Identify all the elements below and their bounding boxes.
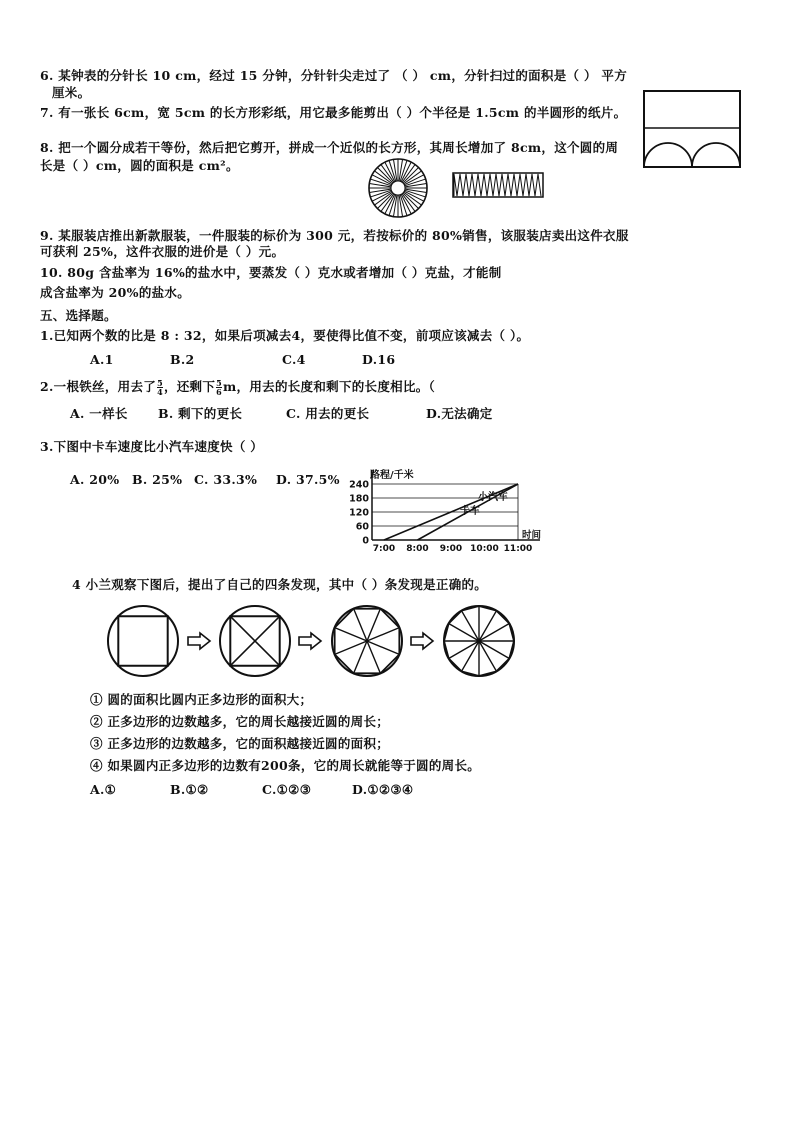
q9-line2: 可获利 25%，这件衣服的进价是（ ）元。 [40,244,285,259]
c2-option-c[interactable]: C. 用去的更长 [286,406,370,421]
c2-options [70,404,493,422]
c4-option-c[interactable]: C.①②③ [262,782,312,797]
arrow-right-icon-2 [299,633,321,649]
c4-statement-3: ③ 正多边形的边数越多，它的面积越接近圆的面积； [90,736,390,751]
chart-y-tick-240: 240 [349,479,369,491]
chart-y-tick-60: 60 [355,521,369,533]
c1-stem: 1.已知两个数的比是 8 : 32，如果后项减去4，要使得比值不变，前项应该减去（ ）。 [40,328,530,343]
c4-option-b[interactable]: B.①② [170,782,209,797]
q7-rectangle-figure [643,90,741,168]
q8-circle-figure [367,157,429,219]
c3-option-d[interactable]: D. 37.5% [276,472,340,487]
c2-stem-c: m，用去的长度和剩下的长度相比。（ [223,379,436,394]
c2-option-d[interactable]: D.无法确定 [426,406,493,421]
c2-fraction-1: $\frac{5}{4}$ [157,378,163,397]
c3-stem: 3.下图中卡车速度比小汽车速度快（ ） [40,439,264,454]
section5-title: 五、选择题。 [40,308,117,323]
c4-statement-4: ④ 如果圆内正多边形的边数有200条，它的周长就能等于圆的周长。 [90,758,481,773]
c4-polygon-sequence [100,605,690,677]
arrow-right-icon-3 [411,633,433,649]
q7-semicircle-right [692,143,740,167]
c3-option-b[interactable]: B. 25% [132,472,183,487]
chart-series-label-1: 小汽车 [478,492,508,503]
c4-statement-1: ① 圆的面积比圆内正多边形的面积大； [90,692,313,707]
chart-y-tick-120: 120 [349,507,369,519]
chart-x-label: 时间 [522,530,542,541]
chart-x-tick-4: 11:00 [503,544,533,554]
c2-option-b[interactable]: B. 剩下的更长 [158,406,243,421]
c4-stem: 4 小兰观察下图后，提出了自己的四条发现，其中（ ）条发现是正确的。 [72,577,488,592]
q6-line1: 6. 某钟表的分针长 10 cm，经过 15 分钟，分针针尖走过了 （ ） cm，分针扫过的面积是（ ） 平方 [40,68,628,83]
c1-option-a[interactable]: A.1 [90,352,114,367]
circle-with-octagon [332,606,402,676]
c1-options [90,352,395,367]
c3-options [70,472,340,487]
speed-chart [340,464,550,559]
c1-option-c[interactable]: C.4 [282,352,306,367]
chart-x-tick-1: 8:00 [406,544,429,554]
c2-stem-b: ，还剩下 [163,379,216,394]
c1-option-b[interactable]: B.2 [170,352,195,367]
q10-line2: 成含盐率为 20%的盐水。 [40,285,191,300]
c1-option-d[interactable]: D.16 [362,352,396,367]
c3-option-c[interactable]: C. 33.3% [194,472,258,487]
q7-semicircle-left [644,143,692,167]
c4-option-d[interactable]: D.①②③④ [352,782,414,797]
chart-y-label: 路程/千米 [370,470,414,481]
c2-stem-a: 2.一根铁丝，用去了 [40,379,157,394]
c2-fraction-2: $\frac{5}{6}$ [216,378,223,397]
c2-stem [40,377,435,396]
c2-option-a[interactable]: A. 一样长 [70,406,128,421]
circle-with-square-diagonals [220,606,290,676]
arrow-right-icon-1 [188,633,210,649]
chart-series-label-0: 卡车 [460,506,480,517]
chart-x-tick-2: 9:00 [439,544,463,554]
q7-line1: 7. 有一张长 6cm，宽 5cm 的长方形彩纸，用它最多能剪出（ ）个半径是 1.5cm 的半圆形的纸片。 [40,105,627,120]
circle-with-dodecagon [444,606,514,676]
chart-x-tick-0: 7:00 [372,544,396,554]
q8-rectangle-figure [452,172,544,198]
q8-line1: 8. 把一个圆分成若干等份，然后把它剪开，拼成一个近似的长方形，其周长增加了 8cm，这个圆的周 [40,140,619,155]
q6-line2: 厘米。 [52,85,91,100]
q10-line1: 10. 80g 含盐率为 16%的盐水中，要蒸发（ ）克水或者增加（ ）克盐，才能制 [40,265,502,280]
q8-line2: 长是（ ）cm，圆的面积是 cm²。 [40,158,239,173]
c4-statement-2: ② 正多边形的边数越多，它的周长越接近圆的周长； [90,714,390,729]
c3-option-a[interactable]: A. 20% [70,472,120,487]
q7-rectangle [644,91,740,167]
circle-with-square [108,606,178,676]
c4-option-a[interactable]: A.① [90,782,117,797]
chart-x-tick-3: 10:00 [470,544,499,554]
c4-options [90,782,413,797]
q9-line1: 9. 某服装店推出新款服装，一件服装的标价为 300 元，若按标价的 80%销售，该服装店卖出这件衣服 [40,228,629,243]
chart-y-tick-0: 0 [362,535,369,547]
chart-y-tick-180: 180 [349,493,369,505]
